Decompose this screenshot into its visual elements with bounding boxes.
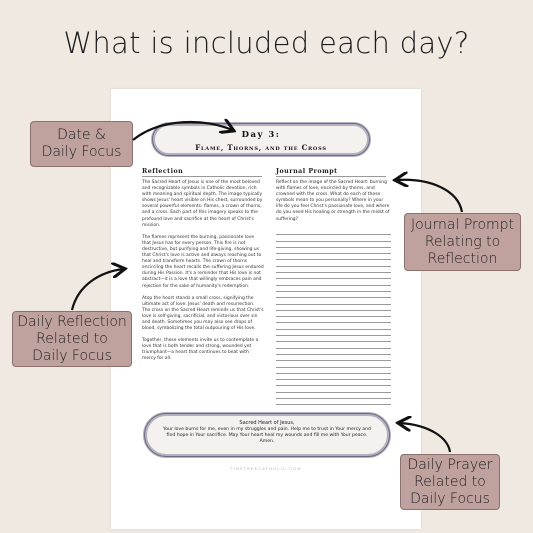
day-banner — [151, 122, 371, 157]
worksheet-page — [111, 89, 421, 529]
day-theme: Flame, Thorns, and the Cross — [195, 143, 327, 152]
prayer-box — [143, 412, 391, 458]
journal-line — [276, 399, 391, 405]
website-footer: PINETREECATHOLIC.COM — [230, 466, 302, 471]
callout-line: Date & — [57, 127, 106, 143]
callout-line: Daily Reflection — [17, 313, 127, 330]
callout-date-focus — [30, 121, 133, 167]
callout-line: Journal Prompt — [410, 216, 515, 233]
callout-line: Daily Focus — [41, 144, 122, 160]
reflection-paragraph: Atop the heart stands a small cross, signifying the ultimate act of love: Jesus' death and resurrection. The cross on the Sacred Heart reminds us that Christ's love is self-giving, sacrificial, and victorious over sin and death. Sometimes you may also see drops of blood, symbolizing the total outpouring of His love. — [142, 295, 264, 332]
reflection-heading: Reflection — [142, 168, 262, 177]
day-label: Day 3: — [241, 130, 281, 140]
callout-line: Daily Focus — [32, 347, 112, 364]
journal-writing-lines — [276, 229, 391, 405]
prayer-text: Your love burns for me, even in my struggles and pain. Help me to trust in Your mercy and find hope in Your sacrifice. May Your heart heal my wounds and fill me with Your peace. Amen. — [163, 427, 371, 445]
journal-prompt-text: Reflect on the image of the Sacred Heart: burning with flames of love, encircled by thorns, and crowned with the cross. What do each of these symbols mean to you personally? Where in your life do you feel Christ's passionate love, and where do you need His healing or strength in the midst of suffering? — [276, 180, 390, 222]
callout-line: Daily Focus — [410, 490, 490, 507]
journal-prompt-heading: Journal Prompt — [276, 168, 386, 177]
callout-line: Related to — [36, 330, 108, 347]
prayer-title: Sacred Heart of Jesus, — [239, 420, 295, 426]
callout-daily-prayer — [400, 454, 500, 510]
callout-daily-reflection — [12, 311, 132, 367]
reflection-paragraph: The flames represent the burning, passionate love that Jesus has for every person. This fire is not destructive, but purifying and life-giving, showing us that Christ's love is active and always reaching out to heal and transform hearts. The crown of thorns encircling the heart recalls the suffering Jesus endured during His Passion. It's a reminder that His love is not abstract—it is a love that willingly embraces pain and rejection for the sake of humanity's redemption. — [142, 234, 264, 289]
callout-line: Daily Prayer — [407, 456, 493, 473]
reflection-text — [142, 180, 264, 369]
reflection-paragraph: The Sacred Heart of Jesus is one of the most beloved and recognizable symbols in Catholic devotion, rich with meaning and spiritual depth. The image typically shows Jesus' heart visible on His chest, surrounded by several powerful elements: flames, a crown of thorns, and a cross. Each part of this imagery speaks to the profound love and sacrifice at the heart of Christ's mission. — [142, 180, 263, 228]
callout-line: Related to — [414, 473, 486, 490]
reflection-paragraph: Together, these elements invite us to contemplate a love that is both tender and strong, wounded yet triumphant—a heart that continues to beat with mercy for all. — [142, 338, 259, 362]
callout-line: Relating to — [424, 233, 501, 250]
callout-journal-prompt — [404, 213, 521, 271]
page-headline: What is included each day? — [63, 26, 470, 60]
callout-line: Reflection — [427, 250, 498, 267]
